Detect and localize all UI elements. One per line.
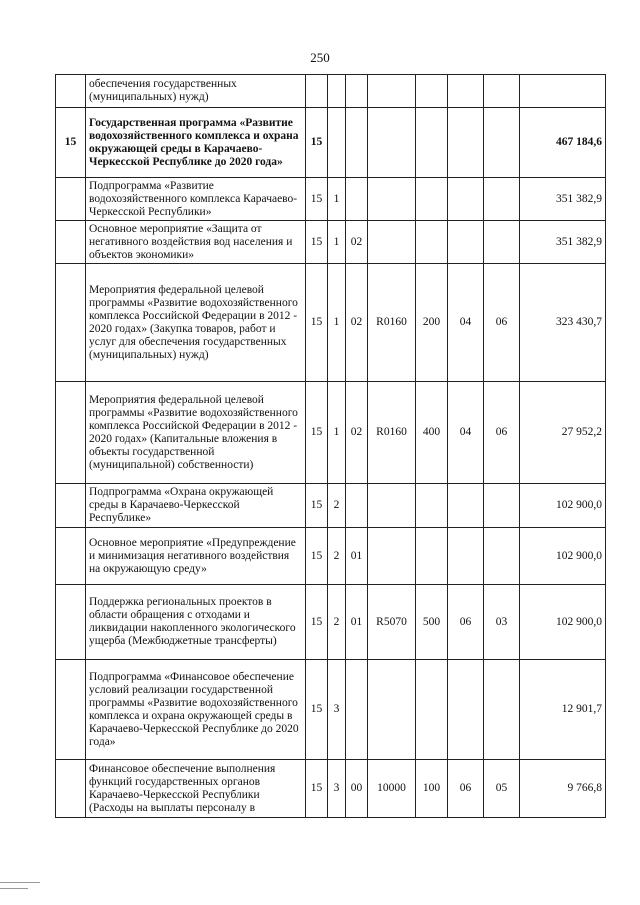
- code-subsection: [484, 660, 520, 760]
- table-row: [56, 108, 606, 178]
- code-section: [448, 108, 484, 178]
- page-number: 250: [310, 50, 330, 65]
- table-row: [56, 178, 606, 221]
- code-direction: [368, 484, 416, 528]
- row-name: Государственная программа «Развитие водохозяйственного комплекса и охрана окружающей среды в Карачаево-Черкесской Республике до 2020 года»: [86, 108, 306, 178]
- row-name: Финансовое обеспечение выполнения функций государственных органов Карачаево-Черкесской Республики (Расходы на выплаты персоналу в: [86, 760, 306, 818]
- code-measure: 01: [346, 528, 368, 585]
- row-name: Подпрограмма «Развитие водохозяйственного комплекса Карачаево-Черкесской Республики»: [86, 178, 306, 221]
- code-subsection: 05: [484, 760, 520, 818]
- row-name: Подпрограмма «Финансовое обеспечение условий реализации государственной программы «Развитие водохозяйственного комплекса и охрана окружающей среды в Карачаево-Черкесской Республике до 2020 года»: [86, 660, 306, 760]
- code-program: 15: [306, 178, 328, 221]
- row-name: Поддержка региональных проектов в области обращения с отходами и ликвидации накопленного экологического ущерба (Межбюджетные трансферты): [86, 585, 306, 660]
- table-row: [56, 221, 606, 264]
- row-number: [56, 264, 86, 382]
- code-section: 04: [448, 264, 484, 382]
- row-name: Мероприятия федеральной целевой программы «Развитие водохозяйственного комплекса Российской Федерации в 2012 - 2020 годах» (Капитальные вложения в объекты государственной (муниципальной) собственности): [86, 382, 306, 484]
- code-subprogram: 3: [328, 760, 346, 818]
- row-name: Основное мероприятие «Предупреждение и минимизация негативного воздействия на окружающую среду»: [86, 528, 306, 585]
- budget-table: [55, 74, 606, 818]
- code-section: [448, 178, 484, 221]
- table-row: [56, 528, 606, 585]
- code-measure: 02: [346, 264, 368, 382]
- row-amount: 351 382,9: [520, 178, 606, 221]
- code-section: [448, 528, 484, 585]
- code-direction: R0160: [368, 382, 416, 484]
- code-direction: [368, 221, 416, 264]
- code-section: 06: [448, 585, 484, 660]
- code-program: [306, 75, 328, 108]
- code-section: 06: [448, 760, 484, 818]
- code-section: [448, 221, 484, 264]
- code-program: 15: [306, 484, 328, 528]
- code-subprogram: 3: [328, 660, 346, 760]
- table-row: [56, 760, 606, 818]
- row-amount: 323 430,7: [520, 264, 606, 382]
- row-number: [56, 221, 86, 264]
- row-amount: 9 766,8: [520, 760, 606, 818]
- code-subsection: [484, 221, 520, 264]
- code-section: [448, 75, 484, 108]
- code-program: 15: [306, 528, 328, 585]
- code-section: [448, 484, 484, 528]
- code-direction: [368, 660, 416, 760]
- code-program: 15: [306, 108, 328, 178]
- scan-artifact: [0, 888, 28, 889]
- code-program: 15: [306, 760, 328, 818]
- row-amount: 102 900,0: [520, 585, 606, 660]
- code-subsection: 06: [484, 382, 520, 484]
- code-measure: [346, 660, 368, 760]
- code-section: [448, 660, 484, 760]
- code-expense-type: 100: [416, 760, 448, 818]
- code-subprogram: [328, 108, 346, 178]
- row-number: [56, 484, 86, 528]
- row-amount: 102 900,0: [520, 484, 606, 528]
- code-direction: [368, 108, 416, 178]
- table-row: [56, 585, 606, 660]
- row-amount: 467 184,6: [520, 108, 606, 178]
- code-direction: [368, 75, 416, 108]
- code-direction: [368, 528, 416, 585]
- code-subprogram: 1: [328, 178, 346, 221]
- code-subprogram: 1: [328, 221, 346, 264]
- row-name: Подпрограмма «Охрана окружающей среды в Карачаево-Черкесской Республике»: [86, 484, 306, 528]
- code-program: 15: [306, 660, 328, 760]
- code-expense-type: 400: [416, 382, 448, 484]
- code-subsection: [484, 178, 520, 221]
- row-amount: 12 901,7: [520, 660, 606, 760]
- row-number: [56, 585, 86, 660]
- code-subprogram: 2: [328, 528, 346, 585]
- table-row: [56, 484, 606, 528]
- table-row: [56, 75, 606, 108]
- code-measure: [346, 484, 368, 528]
- row-number: [56, 760, 86, 818]
- code-measure: 02: [346, 382, 368, 484]
- row-number: [56, 75, 86, 108]
- code-subprogram: 2: [328, 585, 346, 660]
- code-subprogram: 2: [328, 484, 346, 528]
- row-amount: [520, 75, 606, 108]
- code-measure: 02: [346, 221, 368, 264]
- code-expense-type: [416, 484, 448, 528]
- row-name: обеспечения государственных (муниципальных) нужд): [86, 75, 306, 108]
- code-expense-type: [416, 178, 448, 221]
- code-program: 15: [306, 585, 328, 660]
- code-subsection: [484, 108, 520, 178]
- row-number: [56, 382, 86, 484]
- code-program: 15: [306, 382, 328, 484]
- code-expense-type: [416, 75, 448, 108]
- table-row: [56, 382, 606, 484]
- code-subprogram: 1: [328, 264, 346, 382]
- row-number: [56, 528, 86, 585]
- row-number: [56, 178, 86, 221]
- row-name: Мероприятия федеральной целевой программы «Развитие водохозяйственного комплекса Российской Федерации в 2012 - 2020 годах» (Закупка товаров, работ и услуг для обеспечения государственных (муниципальных) нужд): [86, 264, 306, 382]
- code-measure: 01: [346, 585, 368, 660]
- code-measure: [346, 108, 368, 178]
- code-subsection: [484, 528, 520, 585]
- row-number: 15: [56, 108, 86, 178]
- table-row: [56, 660, 606, 760]
- code-subsection: [484, 75, 520, 108]
- code-subprogram: [328, 75, 346, 108]
- code-subprogram: 1: [328, 382, 346, 484]
- row-amount: 102 900,0: [520, 528, 606, 585]
- scan-artifact: [0, 882, 40, 883]
- code-section: 04: [448, 382, 484, 484]
- code-subsection: [484, 484, 520, 528]
- table-row: [56, 264, 606, 382]
- code-direction: 10000: [368, 760, 416, 818]
- code-subsection: 03: [484, 585, 520, 660]
- code-measure: [346, 75, 368, 108]
- row-number: [56, 660, 86, 760]
- code-measure: 00: [346, 760, 368, 818]
- code-subsection: 06: [484, 264, 520, 382]
- code-direction: R5070: [368, 585, 416, 660]
- row-name: Основное мероприятие «Защита от негативного воздействия вод населения и объектов экономики»: [86, 221, 306, 264]
- code-expense-type: [416, 660, 448, 760]
- code-program: 15: [306, 221, 328, 264]
- code-expense-type: [416, 528, 448, 585]
- code-direction: R0160: [368, 264, 416, 382]
- code-expense-type: [416, 221, 448, 264]
- row-amount: 27 952,2: [520, 382, 606, 484]
- code-program: 15: [306, 264, 328, 382]
- code-expense-type: 500: [416, 585, 448, 660]
- code-expense-type: [416, 108, 448, 178]
- code-measure: [346, 178, 368, 221]
- code-direction: [368, 178, 416, 221]
- row-amount: 351 382,9: [520, 221, 606, 264]
- code-expense-type: 200: [416, 264, 448, 382]
